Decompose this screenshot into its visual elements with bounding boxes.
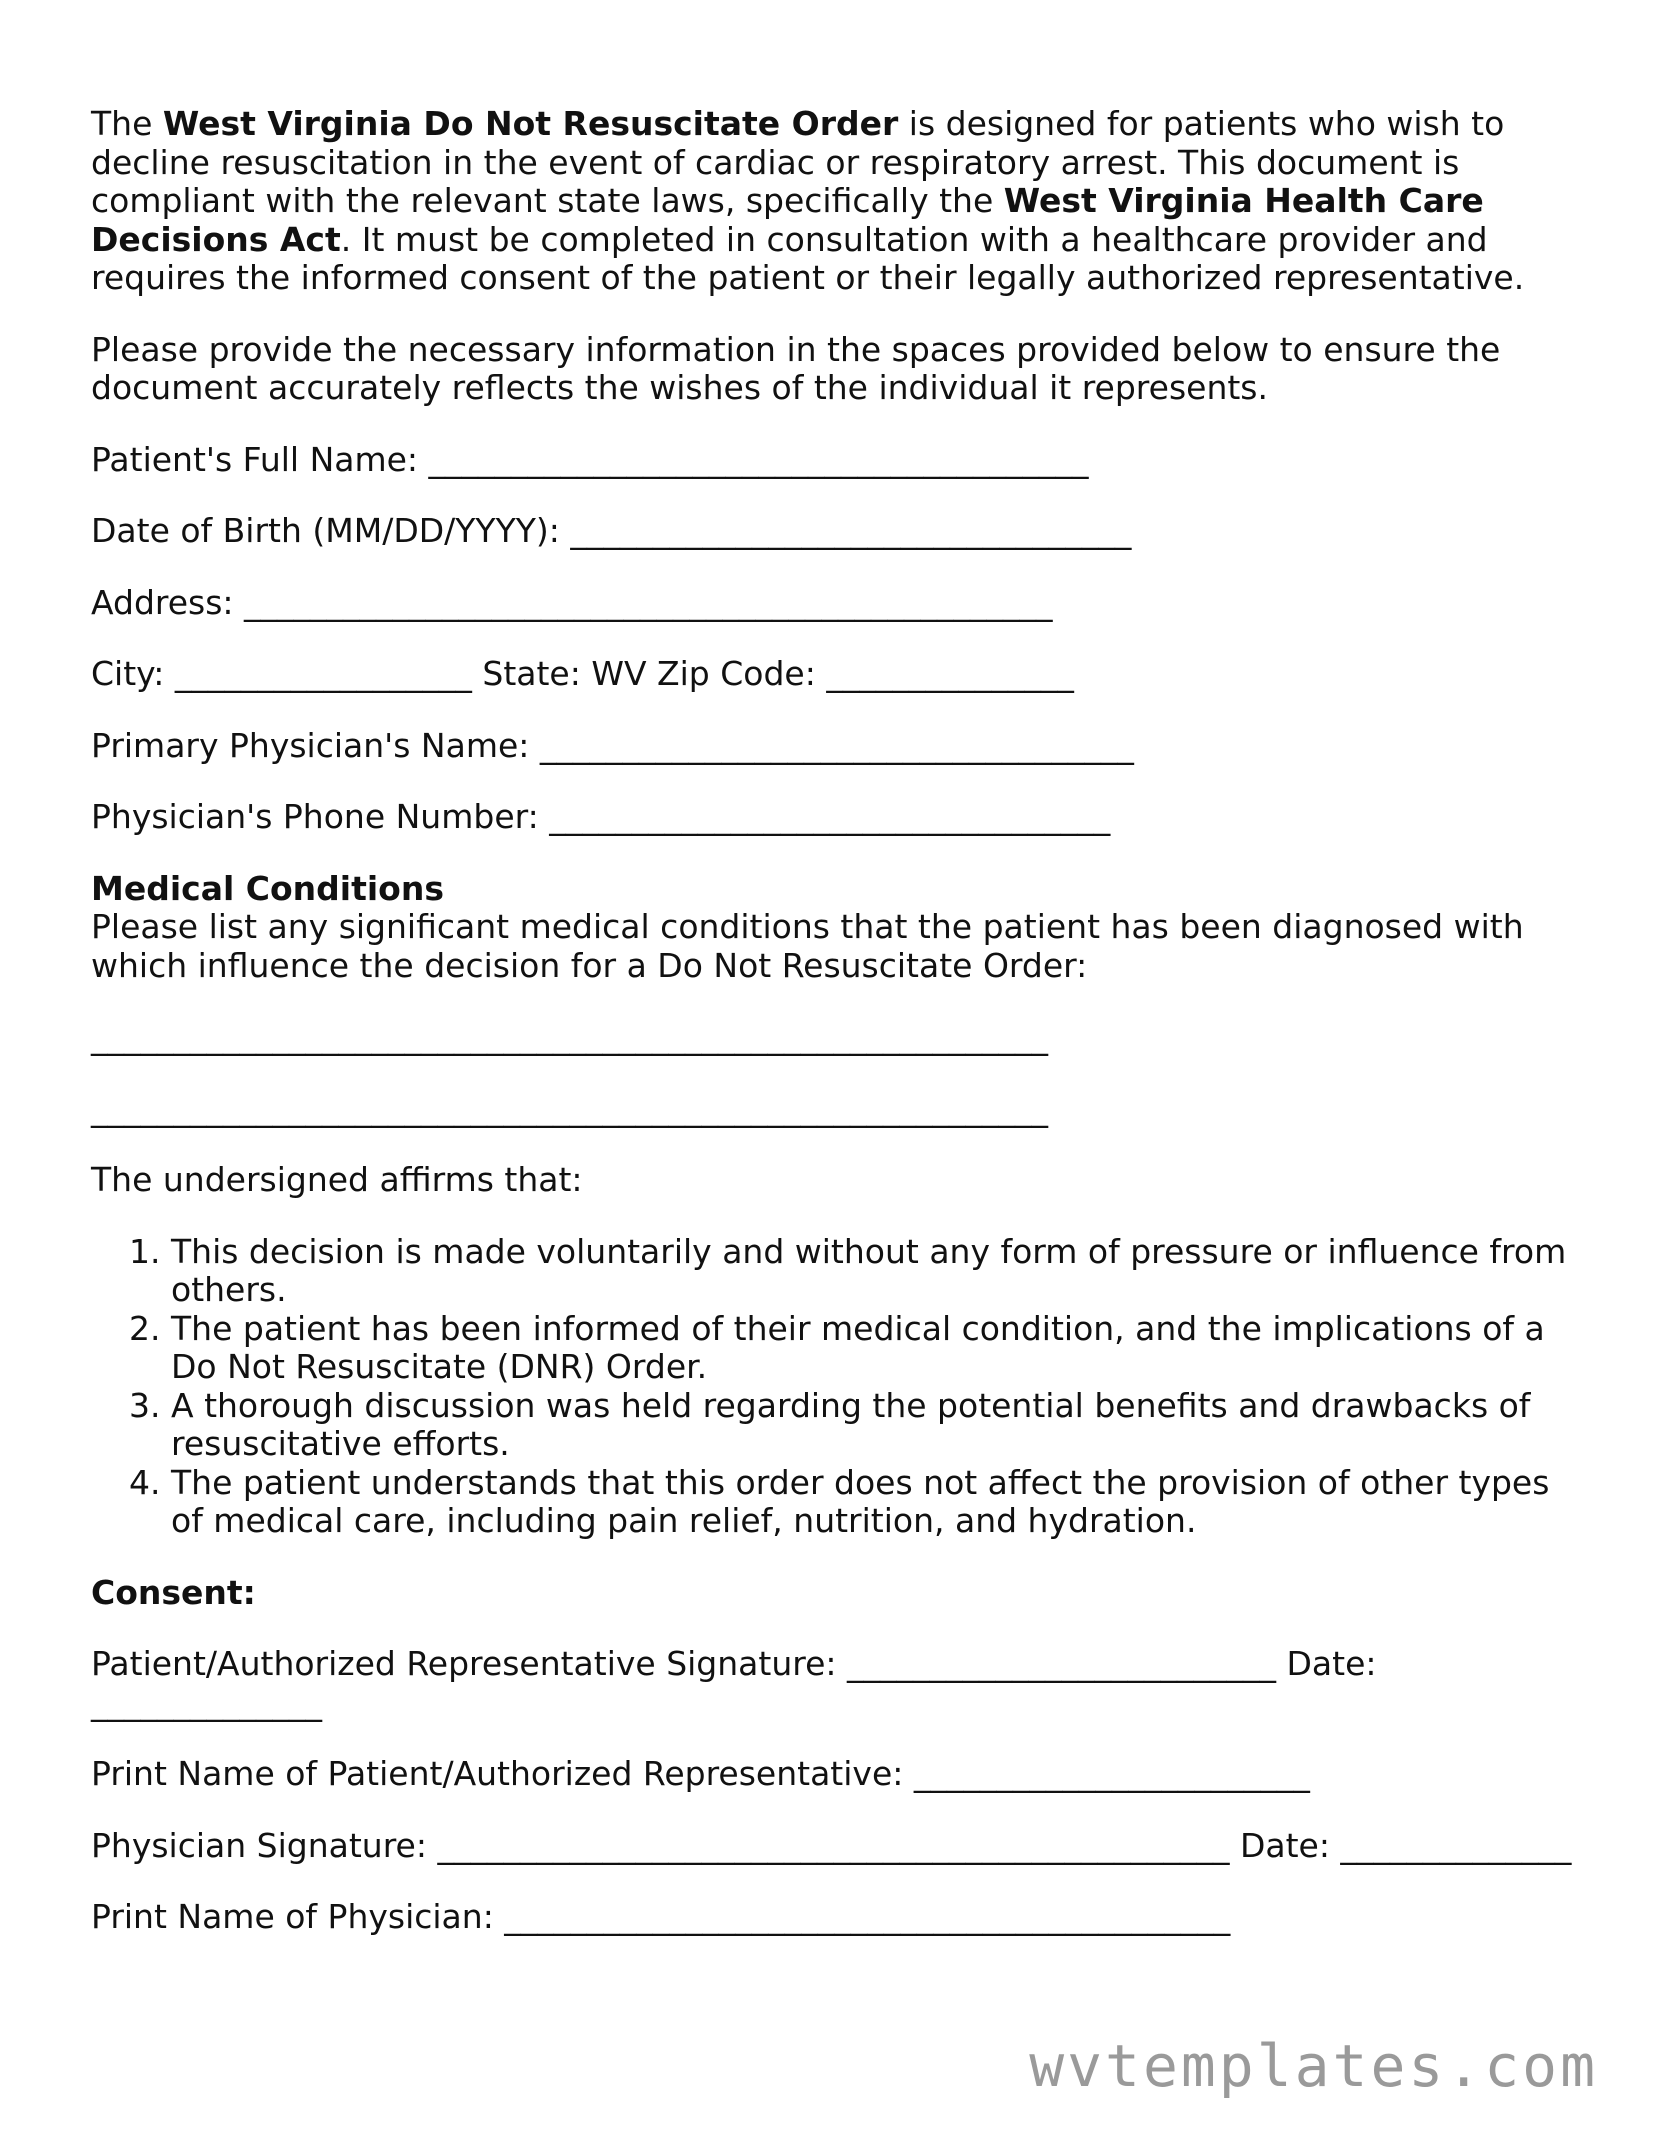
affirmation-item: 2. The patient has been informed of their medical condition, and the implications of a Do Not Resuscitate (DNR) Order. xyxy=(171,1310,1591,1387)
physician-signature-field[interactable]: Physician Signature: ________________________________________________ Date: ______________ xyxy=(91,1825,1572,1865)
patient-name-field[interactable]: Patient's Full Name: ________________________________________ xyxy=(91,439,1089,479)
form-title-bold: West Virginia Do Not Resuscitate Order xyxy=(162,104,899,143)
affirmation-intro: The undersigned affirms that: xyxy=(91,1160,583,1199)
act-name-bold: West Virginia Health Care Decisions Act xyxy=(91,181,1484,259)
intro-paragraph xyxy=(91,105,1591,298)
intro-text-3: . It must be completed in consultation with a healthcare provider and requires the informed consent of the patient or their legally authorized representative. xyxy=(91,219,1525,297)
intro-text-1: The xyxy=(91,104,163,143)
patient-signature-field[interactable]: Patient/Authorized Representative Signature: __________________________ Date: ______________ xyxy=(91,1644,1377,1722)
intro-text-2: is designed for patients who wish to decline resuscitation in the event of cardiac or respiratory arrest. This document is compliant with the relevant state laws, specifically the xyxy=(91,104,1505,220)
medical-conditions-heading: Medical Conditions xyxy=(91,868,444,908)
patient-print-name-field[interactable]: Print Name of Patient/Authorized Representative: ________________________ xyxy=(91,1754,1310,1793)
dob-field[interactable]: Date of Birth (MM/DD/YYYY): __________________________________ xyxy=(91,511,1132,550)
physician-phone-field[interactable]: Physician's Phone Number: __________________________________ xyxy=(91,797,1111,836)
physician-print-name-field[interactable]: Print Name of Physician: ____________________________________________ xyxy=(91,1897,1231,1936)
affirmation-list xyxy=(91,1233,1591,1541)
document-body xyxy=(91,105,1591,1937)
medical-conditions-line-1[interactable]: __________________________________________________________ xyxy=(91,1017,1048,1056)
city-state-zip-field[interactable]: City: __________________ State: WV Zip Code: _______________ xyxy=(91,654,1074,693)
medical-conditions-line-2[interactable]: __________________________________________________________ xyxy=(91,1088,1048,1128)
consent-heading: Consent: xyxy=(91,1572,256,1612)
affirmation-item: 3. A thorough discussion was held regarding the potential benefits and drawbacks of resuscitative efforts. xyxy=(171,1387,1591,1464)
affirmation-item: 4. The patient understands that this order does not affect the provision of other types of medical care, including pain relief, nutrition, and hydration. xyxy=(171,1464,1591,1541)
watermark: wvtemplates.com xyxy=(1029,2032,1598,2100)
physician-name-field[interactable]: Primary Physician's Name: ____________________________________ xyxy=(91,725,1134,765)
affirmation-item: 1. This decision is made voluntarily and without any form of pressure or influence from others. xyxy=(171,1233,1591,1310)
instructions-paragraph: Please provide the necessary information in the spaces provided below to ensure the document accurately reflects the wishes of the individual it represents. xyxy=(91,329,1501,407)
address-field[interactable]: Address: _________________________________________________ xyxy=(91,582,1053,622)
medical-conditions-description: Please list any significant medical conditions that the patient has been diagnosed with which influence the decision for a Do Not Resuscitate Order: xyxy=(91,907,1524,985)
